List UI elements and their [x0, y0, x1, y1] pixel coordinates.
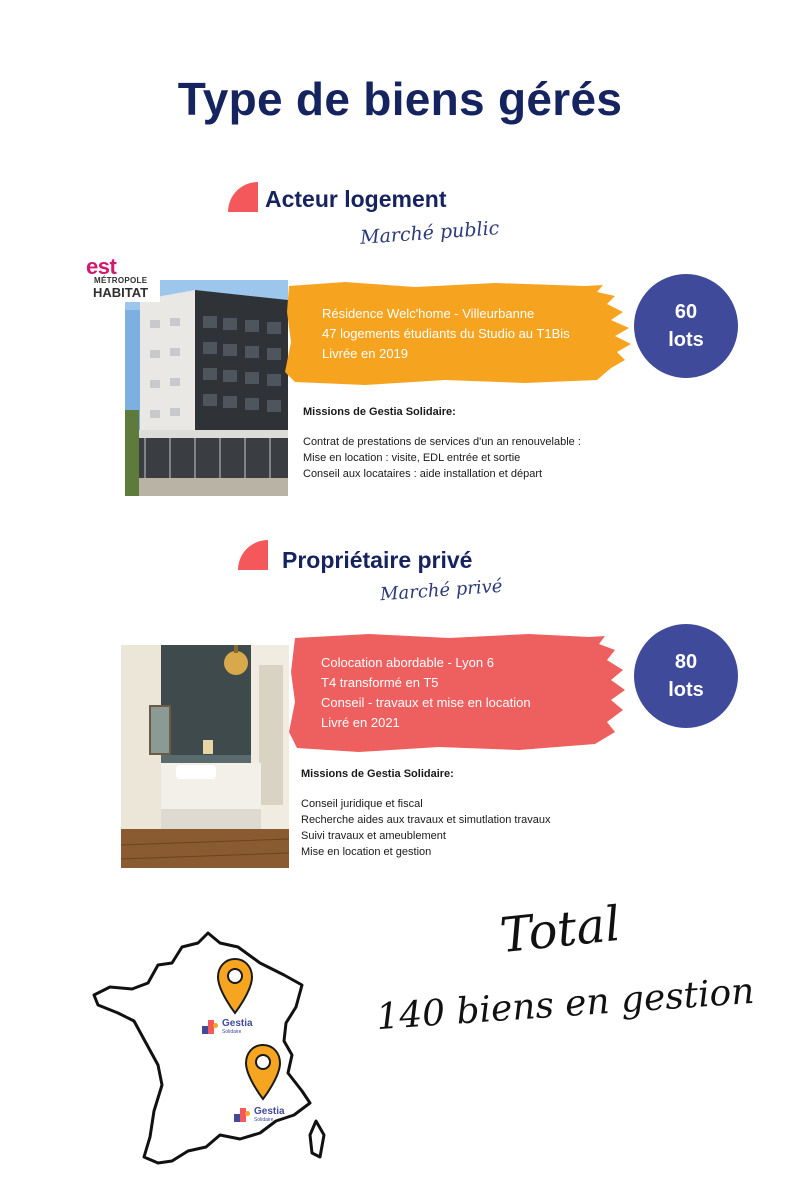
gestia-brand-sub: Solidaire [254, 1117, 274, 1123]
lots-number: 80 [674, 651, 698, 673]
lots-badge [634, 624, 738, 728]
mission-item: Conseil juridique et fiscal [301, 798, 423, 810]
bedroom-photo [121, 645, 289, 868]
section-heading-acteur: Acteur logement [265, 186, 447, 212]
lots-unit: lots [668, 329, 704, 351]
gestia-brand: Gestia [222, 1018, 253, 1029]
map-pin-icon [216, 957, 254, 1017]
detail-line: Résidence Welc'home - Villeurbanne [322, 306, 535, 321]
gestia-logo [234, 1107, 285, 1123]
details-banner-orange [285, 282, 635, 386]
mission-item: Contrat de prestations de services d'un an renouvelable : [303, 436, 581, 448]
mission-item: Conseil aux locataires : aide installation et départ [303, 468, 543, 480]
detail-line: Livrée en 2019 [322, 346, 409, 361]
details-list [322, 304, 570, 364]
logo-habitat-text: HABITAT [93, 285, 149, 300]
missions-title: Missions de Gestia Solidaire: [301, 768, 454, 780]
lots-badge [634, 274, 738, 378]
logo-est-text: est [86, 254, 117, 279]
gestia-mark-icon [202, 1020, 218, 1034]
details-banner-coral [289, 632, 627, 754]
gestia-brand-sub: Solidaire [222, 1029, 242, 1035]
market-label-prive: Marché privé [379, 575, 504, 606]
missions-block [301, 766, 550, 860]
missions-block [303, 404, 581, 482]
quarter-circle-icon [228, 182, 258, 212]
mission-item: Recherche aides aux travaux et simutlation travaux [301, 814, 551, 826]
detail-line: T4 transformé en T5 [321, 675, 439, 690]
map-pin-icon [244, 1043, 282, 1103]
mission-item: Mise en location et gestion [301, 846, 432, 858]
building-photo [125, 280, 288, 496]
gestia-logo [202, 1019, 253, 1035]
france-map [88, 925, 338, 1180]
section-heading-proprietaire: Propriétaire privé [282, 547, 473, 573]
logo-metropole-text: MÉTROPOLE [94, 276, 148, 285]
market-label-public: Marché public [359, 217, 500, 249]
gestia-mark-icon [234, 1108, 250, 1122]
lots-number: 60 [674, 301, 698, 323]
detail-line: Livré en 2021 [321, 715, 400, 730]
gestia-brand: Gestia [254, 1106, 285, 1117]
detail-line: Conseil - travaux et mise en location [321, 695, 531, 710]
mission-item: Mise en location : visite, EDL entrée et sortie [303, 452, 521, 464]
total-title: Total [497, 895, 624, 965]
page-title: Type de biens gérés [177, 73, 623, 125]
mission-item: Suivi travaux et ameublement [301, 830, 446, 842]
detail-line: Colocation abordable - Lyon 6 [321, 655, 494, 670]
missions-title: Missions de Gestia Solidaire: [303, 406, 456, 418]
lots-unit: lots [668, 679, 704, 701]
detail-line: 47 logements étudiants du Studio au T1Bis [322, 326, 570, 341]
total-value: 140 biens en gestion [375, 970, 756, 1039]
quarter-circle-icon [238, 540, 268, 570]
details-list [321, 653, 531, 733]
est-metropole-habitat-logo [80, 254, 160, 302]
